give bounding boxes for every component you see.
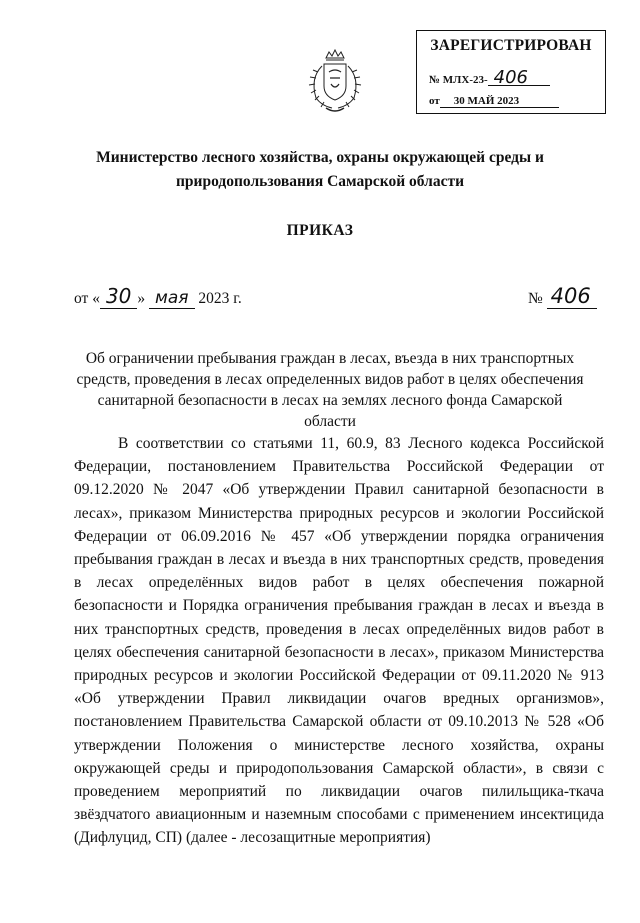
stamp-date-value: 30 МАЙ 2023 (440, 95, 559, 108)
order-date-suffix: 2023 г. (198, 290, 242, 307)
order-number-handwritten: 406 (547, 284, 597, 309)
registration-stamp (416, 30, 606, 114)
order-title: ПРИКАЗ (286, 222, 354, 239)
stamp-number (429, 67, 550, 88)
order-date-mid: » (137, 290, 146, 307)
stamp-title: ЗАРЕГИСТРИРОВАН (430, 37, 592, 54)
order-month-handwritten: мая (149, 288, 194, 309)
stamp-date (429, 95, 559, 108)
coat-of-arms-icon (302, 48, 368, 116)
order-date-prefix: от « (74, 290, 100, 307)
body-paragraph: В соответствии со статьями 11, 60.9, 83 Лесного кодекса Российской Федерации, постановлением Правительства Российской Федерации от 09.12.2020 № 2047 «Об утверждении Правил санитарной безопасности в лесах», приказом Министерства природных ресурсов и экологии Российской Федерации от 06.09.2016 № 457 «Об утверждении порядка ограничения пребывания граждан в лесах и въезда в них транспортных средств, проведения в лесах определённых видов работ в целях обеспечения пожарной безопасности и Порядка ограничения пребывания граждан в лесах и въезда в них транспортных средств, проведения в лесах определённых видов работ в целях обеспечения санитарной безопасности в лесах», приказом Министерства природных ресурсов и экологии Российской Федерации от 09.11.2020 № 913 «Об утверждении Правил ликвидации очагов вредных организмов», постановлением Правительства Самарской области от 09.10.2013 № 528 «Об утверждении Положения о министерстве лесного хозяйства, охраны окружающей среды и природопользования Самарской области», в связи с проведением мероприятий по ликвидации очагов пилильщика-ткача звёздчатого авиационным и наземным способами с применением инсектицида (Дифлуцид, СП) (далее - лесозащитные мероприятия) (74, 435, 604, 847)
order-day-handwritten: 30 (100, 284, 137, 309)
ministry-line-1: Министерство лесного хозяйства, охраны окружающей среды и (96, 149, 544, 166)
stamp-number-handwritten: 406 (488, 71, 550, 86)
stamp-number-prefix: № МЛХ-23- (429, 74, 488, 86)
order-number (528, 284, 597, 309)
ministry-line-2: природопользования Самарской области (175, 173, 465, 190)
order-subject: Об ограничении пребывания граждан в лесах, въезда в них транспортных средств, проведения в лесах определенных видов работ в целях обеспечения санитарной безопасности в лесах на землях лесного фонда Самарской области (76, 350, 584, 430)
order-number-prefix: № (528, 290, 543, 307)
ministry-name (60, 146, 580, 194)
stamp-date-prefix: от (429, 95, 440, 107)
order-date (74, 284, 242, 309)
